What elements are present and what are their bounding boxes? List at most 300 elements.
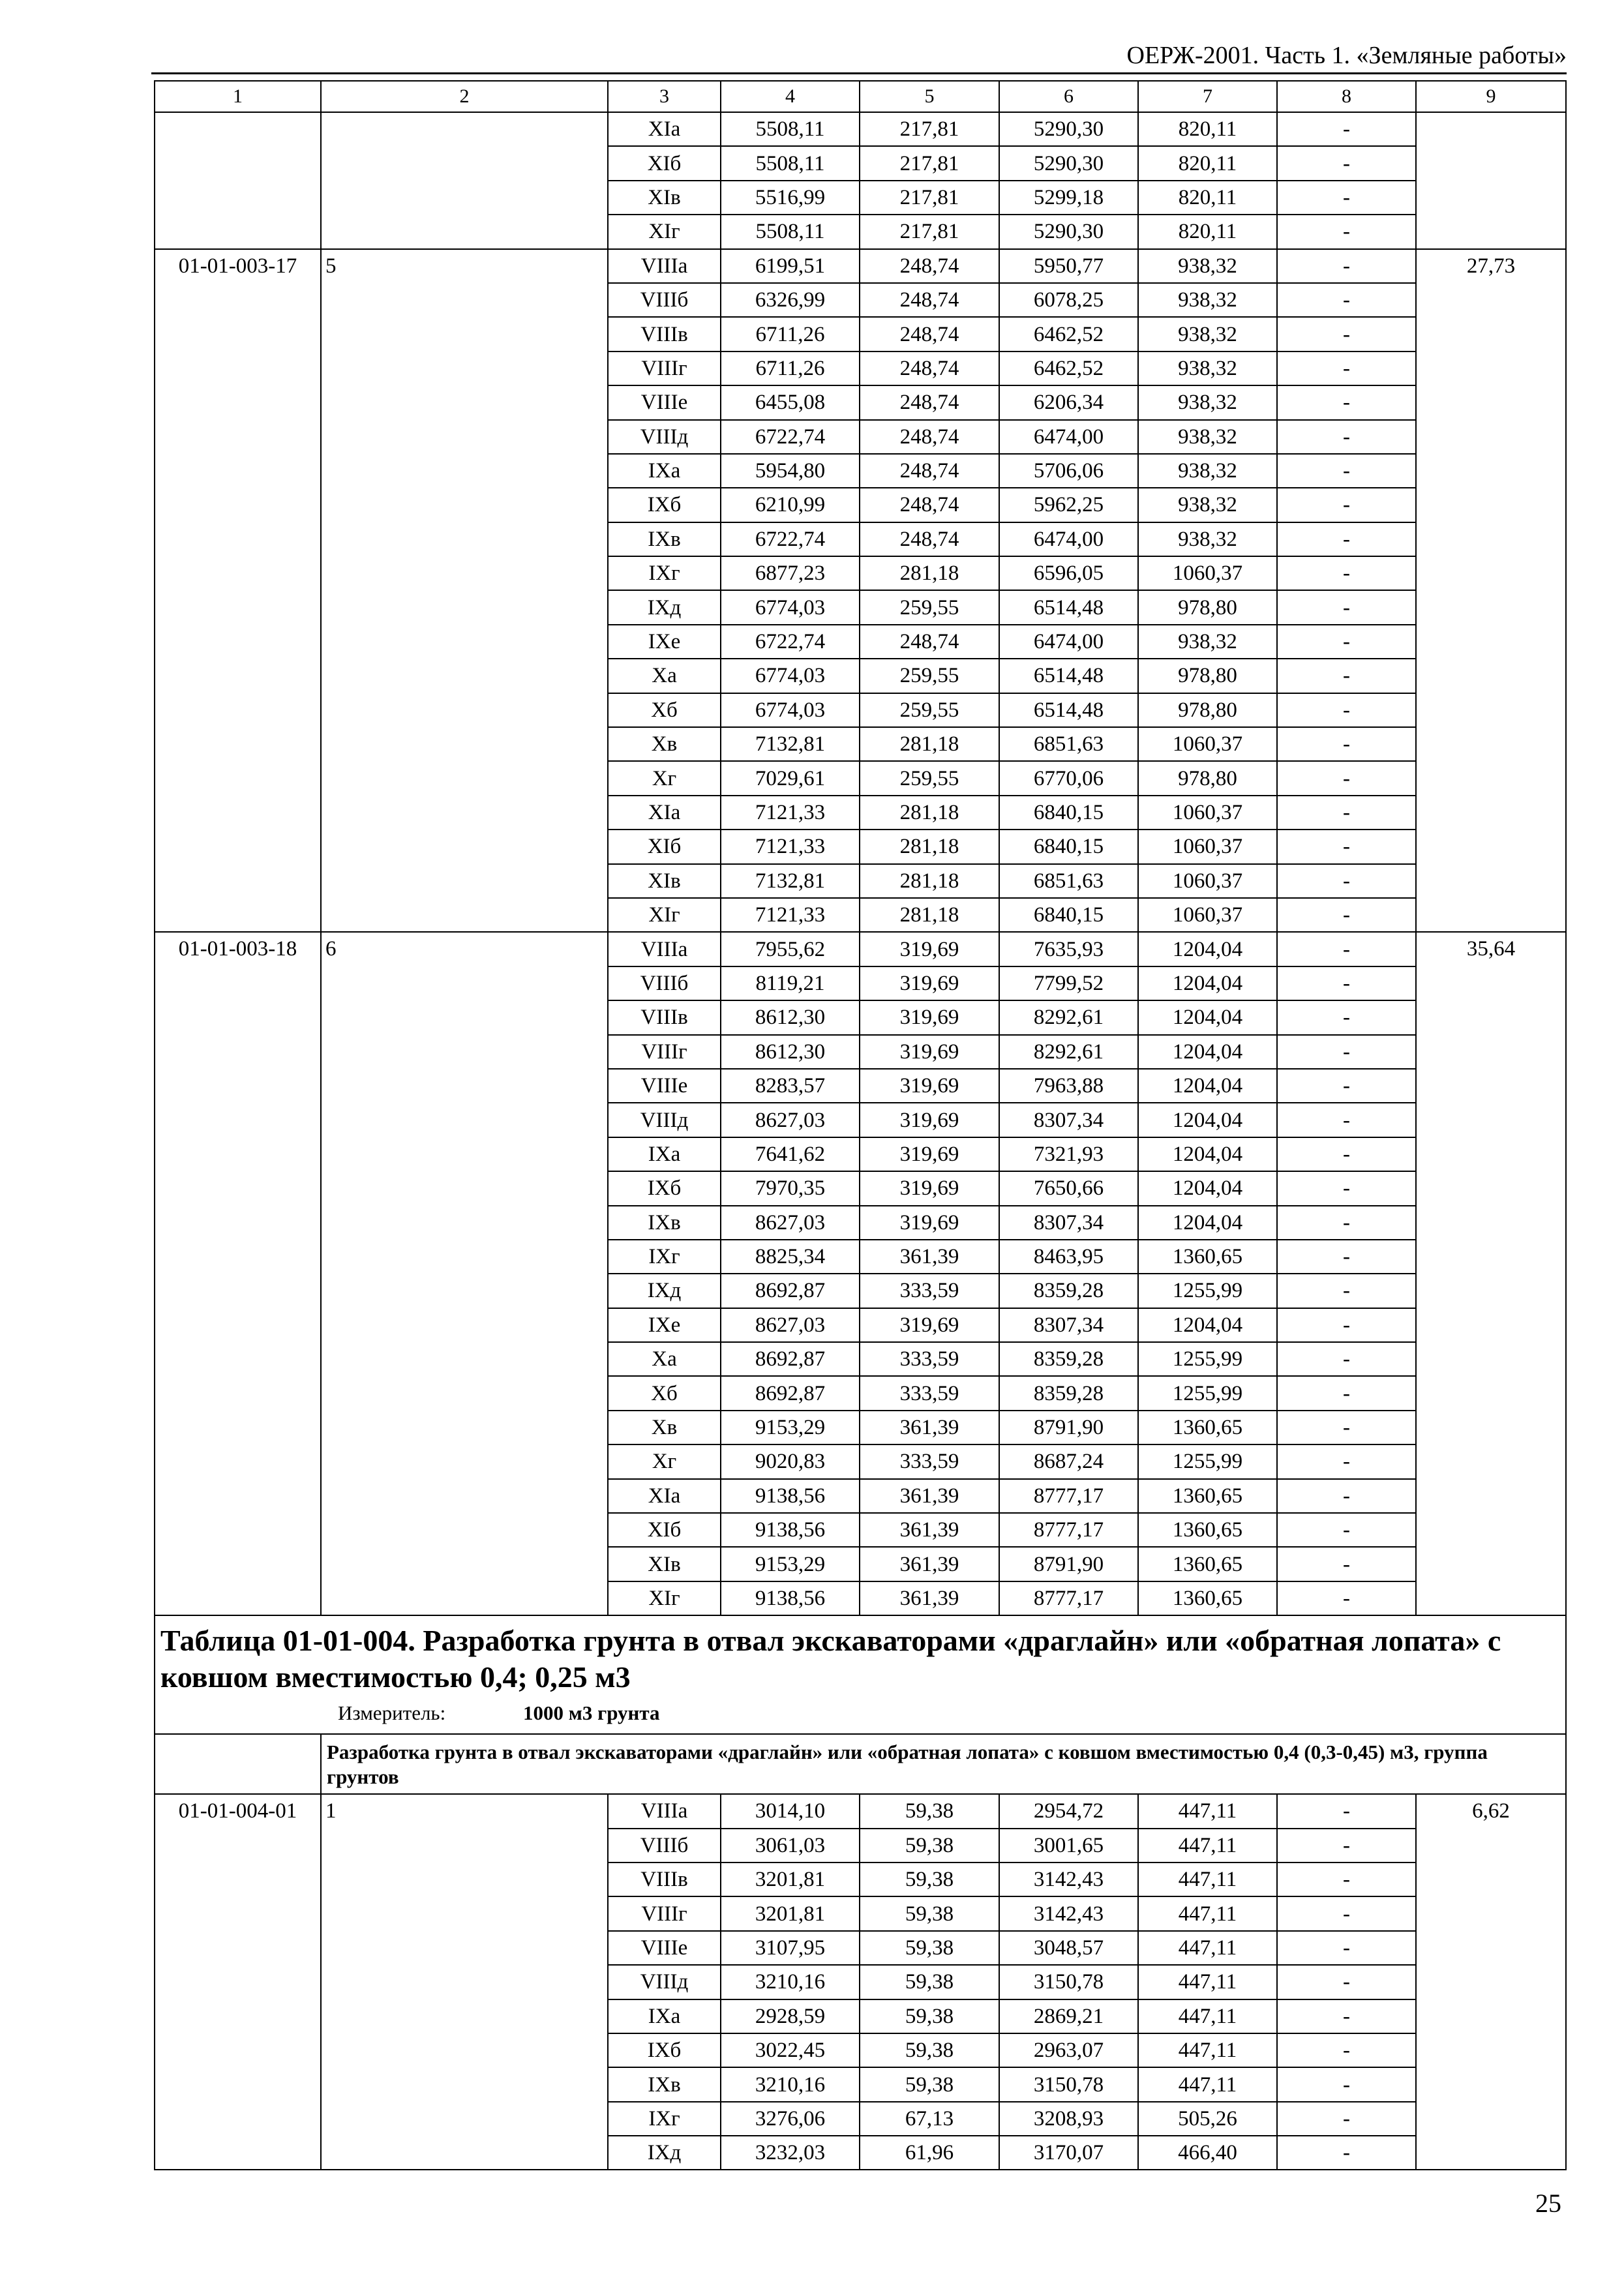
running-header: ОЕРЖ-2001. Часть 1. «Земляные работы»: [1126, 42, 1567, 69]
labor-hours-cell: 27,73: [1416, 249, 1566, 933]
materials-cell: -: [1277, 112, 1416, 146]
total-cost-cell: 5516,99: [721, 181, 860, 215]
total-cost-cell: 3210,16: [721, 1965, 860, 1999]
total-cost-cell: 8119,21: [721, 966, 860, 1000]
wages-cell: 361,39: [860, 1513, 999, 1547]
measure-label: Измеритель:: [338, 1701, 446, 1725]
machinist-wages-cell: 978,80: [1138, 590, 1277, 624]
total-cost-cell: 7132,81: [721, 864, 860, 898]
machines-cell: 8463,95: [999, 1240, 1138, 1274]
wages-cell: 59,38: [860, 2033, 999, 2067]
table-row: [155, 1794, 1566, 1828]
soil-group-cell: IXа: [608, 454, 721, 488]
wages-cell: 319,69: [860, 1103, 999, 1137]
soil-group-cell: VIIIв: [608, 1000, 721, 1034]
soil-group-cell: VIIIа: [608, 249, 721, 283]
wages-cell: 59,38: [860, 1999, 999, 2033]
table-row: [155, 932, 1566, 966]
wages-cell: 319,69: [860, 1137, 999, 1171]
rate-code-cell: 01-01-003-18: [155, 932, 321, 1615]
soil-group-cell: IXг: [608, 2102, 721, 2136]
soil-group-cell: IXе: [608, 1308, 721, 1342]
wages-cell: 319,69: [860, 966, 999, 1000]
total-cost-cell: 8692,87: [721, 1342, 860, 1376]
machinist-wages-cell: 938,32: [1138, 385, 1277, 419]
total-cost-cell: 9138,56: [721, 1479, 860, 1513]
machinist-wages-cell: 978,80: [1138, 761, 1277, 795]
materials-cell: -: [1277, 1137, 1416, 1171]
materials-cell: -: [1277, 1444, 1416, 1478]
soil-group-cell: XIа: [608, 112, 721, 146]
total-cost-cell: 9138,56: [721, 1581, 860, 1615]
wages-cell: 319,69: [860, 1308, 999, 1342]
materials-cell: -: [1277, 352, 1416, 385]
materials-cell: -: [1277, 1069, 1416, 1103]
machinist-wages-cell: 1360,65: [1138, 1581, 1277, 1615]
machinist-wages-cell: 1204,04: [1138, 1103, 1277, 1137]
machinist-wages-cell: 820,11: [1138, 181, 1277, 215]
total-cost-cell: 7970,35: [721, 1171, 860, 1205]
machinist-wages-cell: 978,80: [1138, 659, 1277, 693]
machinist-wages-cell: 1255,99: [1138, 1274, 1277, 1308]
wages-cell: 59,38: [860, 1965, 999, 1999]
column-number-cell: 2: [321, 81, 608, 112]
wages-cell: 319,69: [860, 932, 999, 966]
soil-group-cell: XIв: [608, 1547, 721, 1581]
total-cost-cell: 6711,26: [721, 352, 860, 385]
wages-cell: 259,55: [860, 693, 999, 727]
materials-cell: -: [1277, 796, 1416, 830]
wages-cell: 248,74: [860, 385, 999, 419]
soil-group-cell: VIIIд: [608, 1965, 721, 1999]
total-cost-cell: 3061,03: [721, 1829, 860, 1863]
materials-cell: -: [1277, 522, 1416, 556]
materials-cell: -: [1277, 1999, 1416, 2033]
machinist-wages-cell: 1360,65: [1138, 1411, 1277, 1444]
materials-cell: -: [1277, 1000, 1416, 1034]
total-cost-cell: 8627,03: [721, 1206, 860, 1240]
machinist-wages-cell: 1204,04: [1138, 1035, 1277, 1069]
wages-cell: 248,74: [860, 317, 999, 351]
total-cost-cell: 7121,33: [721, 796, 860, 830]
total-cost-cell: 3276,06: [721, 2102, 860, 2136]
materials-cell: -: [1277, 317, 1416, 351]
machines-cell: 8777,17: [999, 1479, 1138, 1513]
machines-cell: 7963,88: [999, 1069, 1138, 1103]
machinist-wages-cell: 505,26: [1138, 2102, 1277, 2136]
machines-cell: 3001,65: [999, 1829, 1138, 1863]
machinist-wages-cell: 938,32: [1138, 249, 1277, 283]
soil-group-cell: VIIIд: [608, 420, 721, 454]
soil-group-cell: IXг: [608, 1240, 721, 1274]
soil-group-cell: XIб: [608, 830, 721, 863]
total-cost-cell: 3232,03: [721, 2136, 860, 2170]
wages-cell: 281,18: [860, 898, 999, 932]
materials-cell: -: [1277, 1411, 1416, 1444]
machines-cell: 3048,57: [999, 1931, 1138, 1965]
wages-cell: 248,74: [860, 352, 999, 385]
wages-cell: 59,38: [860, 1863, 999, 1896]
soil-group-cell: XIб: [608, 146, 721, 180]
total-cost-cell: 8283,57: [721, 1069, 860, 1103]
soil-group-cell: IXд: [608, 1274, 721, 1308]
soil-group-cell: XIб: [608, 1513, 721, 1547]
wages-cell: 248,74: [860, 625, 999, 659]
materials-cell: -: [1277, 2102, 1416, 2136]
machines-cell: 8359,28: [999, 1274, 1138, 1308]
machines-cell: 8777,17: [999, 1581, 1138, 1615]
soil-group-cell: VIIIг: [608, 1035, 721, 1069]
materials-cell: -: [1277, 2033, 1416, 2067]
machines-cell: 6078,25: [999, 283, 1138, 317]
wages-cell: 281,18: [860, 556, 999, 590]
wages-cell: 59,38: [860, 1896, 999, 1930]
total-cost-cell: 6711,26: [721, 317, 860, 351]
machines-cell: 5950,77: [999, 249, 1138, 283]
soil-group-cell: Xа: [608, 1342, 721, 1376]
soil-group-cell: Xб: [608, 1376, 721, 1410]
materials-cell: -: [1277, 1547, 1416, 1581]
machines-cell: 8292,61: [999, 1000, 1138, 1034]
total-cost-cell: 9138,56: [721, 1513, 860, 1547]
soil-group-cell: VIIIб: [608, 966, 721, 1000]
materials-cell: -: [1277, 1479, 1416, 1513]
soil-group-cell: XIа: [608, 796, 721, 830]
soil-group-cell: Xа: [608, 659, 721, 693]
soil-group-cell: XIа: [608, 1479, 721, 1513]
soil-group-cell: VIIIб: [608, 283, 721, 317]
total-cost-cell: 3107,95: [721, 1931, 860, 1965]
materials-cell: -: [1277, 1863, 1416, 1896]
wages-cell: 361,39: [860, 1411, 999, 1444]
total-cost-cell: 7029,61: [721, 761, 860, 795]
total-cost-cell: 7121,33: [721, 898, 860, 932]
machines-cell: 3142,43: [999, 1896, 1138, 1930]
machines-cell: 3150,78: [999, 1965, 1138, 1999]
table-row: [155, 249, 1566, 283]
total-cost-cell: 8612,30: [721, 1035, 860, 1069]
machines-cell: 3150,78: [999, 2067, 1138, 2101]
column-number-row: [155, 81, 1566, 112]
soil-group-cell: Xв: [608, 1411, 721, 1444]
machinist-wages-cell: 938,32: [1138, 522, 1277, 556]
soil-category-cell: 6: [321, 932, 608, 1615]
materials-cell: -: [1277, 2067, 1416, 2101]
machines-cell: 6514,48: [999, 590, 1138, 624]
materials-cell: -: [1277, 1308, 1416, 1342]
materials-cell: -: [1277, 864, 1416, 898]
soil-group-cell: IXд: [608, 590, 721, 624]
machines-cell: 6474,00: [999, 625, 1138, 659]
materials-cell: -: [1277, 727, 1416, 761]
total-cost-cell: 8612,30: [721, 1000, 860, 1034]
machinist-wages-cell: 1060,37: [1138, 830, 1277, 863]
wages-cell: 217,81: [860, 112, 999, 146]
total-cost-cell: 3022,45: [721, 2033, 860, 2067]
soil-group-cell: IXб: [608, 1171, 721, 1205]
machines-cell: 5290,30: [999, 215, 1138, 248]
machines-cell: 8687,24: [999, 1444, 1138, 1478]
machinist-wages-cell: 1255,99: [1138, 1444, 1277, 1478]
wages-cell: 319,69: [860, 1206, 999, 1240]
machinist-wages-cell: 1060,37: [1138, 796, 1277, 830]
machinist-wages-cell: 1360,65: [1138, 1513, 1277, 1547]
machinist-wages-cell: 1255,99: [1138, 1342, 1277, 1376]
soil-group-cell: IXд: [608, 2136, 721, 2170]
materials-cell: -: [1277, 1965, 1416, 1999]
machinist-wages-cell: 1204,04: [1138, 1171, 1277, 1205]
machines-cell: 6851,63: [999, 864, 1138, 898]
machines-cell: 5962,25: [999, 488, 1138, 522]
wages-cell: 67,13: [860, 2102, 999, 2136]
wages-cell: 59,38: [860, 1794, 999, 1828]
header-rule: [151, 72, 1567, 74]
wages-cell: 259,55: [860, 659, 999, 693]
machines-cell: 8307,34: [999, 1103, 1138, 1137]
column-number-cell: 5: [860, 81, 999, 112]
machinist-wages-cell: 1360,65: [1138, 1240, 1277, 1274]
machinist-wages-cell: 447,11: [1138, 1896, 1277, 1930]
soil-group-cell: VIIIе: [608, 1069, 721, 1103]
wages-cell: 361,39: [860, 1581, 999, 1615]
soil-group-cell: XIг: [608, 898, 721, 932]
materials-cell: -: [1277, 2136, 1416, 2170]
total-cost-cell: 6877,23: [721, 556, 860, 590]
machines-cell: 6840,15: [999, 796, 1138, 830]
measure-line: [160, 1696, 1560, 1732]
total-cost-cell: 9020,83: [721, 1444, 860, 1478]
wages-cell: 217,81: [860, 181, 999, 215]
materials-cell: -: [1277, 1274, 1416, 1308]
materials-cell: -: [1277, 181, 1416, 215]
soil-group-cell: IXе: [608, 625, 721, 659]
soil-group-cell: VIIIа: [608, 1794, 721, 1828]
machines-cell: 5706,06: [999, 454, 1138, 488]
machines-cell: 7650,66: [999, 1171, 1138, 1205]
soil-category-cell: 5: [321, 249, 608, 933]
machinist-wages-cell: 447,11: [1138, 2067, 1277, 2101]
wages-cell: 259,55: [860, 590, 999, 624]
materials-cell: -: [1277, 932, 1416, 966]
materials-cell: -: [1277, 1206, 1416, 1240]
soil-group-cell: IXв: [608, 1206, 721, 1240]
subheading-row: [155, 1734, 1566, 1794]
machinist-wages-cell: 1204,04: [1138, 966, 1277, 1000]
wages-cell: 217,81: [860, 146, 999, 180]
machines-cell: 6206,34: [999, 385, 1138, 419]
table-title-cell: [155, 1615, 1566, 1734]
machinist-wages-cell: 447,11: [1138, 2033, 1277, 2067]
materials-cell: -: [1277, 146, 1416, 180]
wages-cell: 281,18: [860, 727, 999, 761]
wages-cell: 281,18: [860, 830, 999, 863]
machines-cell: 6770,06: [999, 761, 1138, 795]
total-cost-cell: 7641,62: [721, 1137, 860, 1171]
machinist-wages-cell: 978,80: [1138, 693, 1277, 727]
soil-group-cell: VIIIв: [608, 317, 721, 351]
soil-group-cell: IXа: [608, 1999, 721, 2033]
machinist-wages-cell: 938,32: [1138, 352, 1277, 385]
materials-cell: -: [1277, 625, 1416, 659]
soil-group-cell: VIIIв: [608, 1863, 721, 1896]
materials-cell: -: [1277, 1342, 1416, 1376]
machinist-wages-cell: 1060,37: [1138, 898, 1277, 932]
materials-cell: -: [1277, 1376, 1416, 1410]
materials-cell: -: [1277, 1103, 1416, 1137]
materials-cell: -: [1277, 215, 1416, 248]
column-number-cell: 6: [999, 81, 1138, 112]
materials-cell: -: [1277, 1829, 1416, 1863]
wages-cell: 248,74: [860, 454, 999, 488]
machines-cell: 6474,00: [999, 522, 1138, 556]
subheading-blank-cell: [155, 1734, 321, 1794]
column-number-cell: 9: [1416, 81, 1566, 112]
wages-cell: 217,81: [860, 215, 999, 248]
wages-cell: 248,74: [860, 420, 999, 454]
machinist-wages-cell: 1360,65: [1138, 1547, 1277, 1581]
machinist-wages-cell: 1060,37: [1138, 864, 1277, 898]
wages-cell: 59,38: [860, 1829, 999, 1863]
materials-cell: -: [1277, 1035, 1416, 1069]
total-cost-cell: 2928,59: [721, 1999, 860, 2033]
soil-group-cell: Xб: [608, 693, 721, 727]
wages-cell: 248,74: [860, 249, 999, 283]
wages-cell: 61,96: [860, 2136, 999, 2170]
machines-cell: 2869,21: [999, 1999, 1138, 2033]
wages-cell: 333,59: [860, 1274, 999, 1308]
soil-group-cell: IXа: [608, 1137, 721, 1171]
table-title: Таблица 01-01-004. Разработка грунта в отвал экскаваторами «драглайн» или «обратная лопата» с ковшом вместимостью 0,4; 0,25 м3: [160, 1624, 1501, 1694]
measure-value: 1000 м3 грунта: [523, 1701, 660, 1725]
machines-cell: 5299,18: [999, 181, 1138, 215]
machines-cell: 8359,28: [999, 1342, 1138, 1376]
total-cost-cell: 6774,03: [721, 590, 860, 624]
machinist-wages-cell: 447,11: [1138, 1829, 1277, 1863]
machines-cell: 6462,52: [999, 317, 1138, 351]
machines-cell: 3208,93: [999, 2102, 1138, 2136]
machines-cell: 6462,52: [999, 352, 1138, 385]
materials-cell: -: [1277, 590, 1416, 624]
soil-group-cell: Xг: [608, 1444, 721, 1478]
soil-group-cell: IXб: [608, 488, 721, 522]
soil-group-cell: Xг: [608, 761, 721, 795]
total-cost-cell: 6210,99: [721, 488, 860, 522]
machinist-wages-cell: 938,32: [1138, 283, 1277, 317]
wages-cell: 248,74: [860, 283, 999, 317]
column-number-cell: 3: [608, 81, 721, 112]
materials-cell: -: [1277, 830, 1416, 863]
wages-cell: 333,59: [860, 1376, 999, 1410]
machinist-wages-cell: 820,11: [1138, 215, 1277, 248]
soil-group-cell: IXб: [608, 2033, 721, 2067]
total-cost-cell: 3210,16: [721, 2067, 860, 2101]
labor-hours-cell: [1416, 112, 1566, 249]
machinist-wages-cell: 938,32: [1138, 420, 1277, 454]
machines-cell: 6840,15: [999, 898, 1138, 932]
machines-cell: 2963,07: [999, 2033, 1138, 2067]
wages-cell: 333,59: [860, 1342, 999, 1376]
total-cost-cell: 9153,29: [721, 1411, 860, 1444]
materials-cell: -: [1277, 283, 1416, 317]
machinist-wages-cell: 938,32: [1138, 488, 1277, 522]
wages-cell: 59,38: [860, 2067, 999, 2101]
machines-cell: 3142,43: [999, 1863, 1138, 1896]
machinist-wages-cell: 820,11: [1138, 146, 1277, 180]
soil-group-cell: VIIIа: [608, 932, 721, 966]
total-cost-cell: 5954,80: [721, 454, 860, 488]
total-cost-cell: 7132,81: [721, 727, 860, 761]
total-cost-cell: 6774,03: [721, 693, 860, 727]
rate-code-cell: 01-01-003-17: [155, 249, 321, 933]
machines-cell: 6840,15: [999, 830, 1138, 863]
wages-cell: 361,39: [860, 1547, 999, 1581]
total-cost-cell: 6722,74: [721, 420, 860, 454]
wages-cell: 319,69: [860, 1069, 999, 1103]
materials-cell: -: [1277, 488, 1416, 522]
total-cost-cell: 3201,81: [721, 1863, 860, 1896]
machinist-wages-cell: 1204,04: [1138, 1206, 1277, 1240]
materials-cell: -: [1277, 966, 1416, 1000]
wages-cell: 281,18: [860, 796, 999, 830]
wages-cell: 361,39: [860, 1479, 999, 1513]
machines-cell: 6596,05: [999, 556, 1138, 590]
machines-cell: 5290,30: [999, 146, 1138, 180]
subheading-cell: Разработка грунта в отвал экскаваторами «драглайн» или «обратная лопата» с ковшом вместимостью 0,4 (0,3-0,45) м3, группа грунтов: [321, 1734, 1566, 1794]
rates-table: [154, 80, 1567, 2170]
soil-category-cell: [321, 112, 608, 249]
total-cost-cell: 6199,51: [721, 249, 860, 283]
machinist-wages-cell: 447,11: [1138, 1965, 1277, 1999]
wages-cell: 59,38: [860, 1931, 999, 1965]
page-number: 25: [1535, 2189, 1561, 2218]
materials-cell: -: [1277, 1513, 1416, 1547]
total-cost-cell: 5508,11: [721, 112, 860, 146]
machines-cell: 6851,63: [999, 727, 1138, 761]
machinist-wages-cell: 938,32: [1138, 625, 1277, 659]
wages-cell: 248,74: [860, 488, 999, 522]
labor-hours-cell: 35,64: [1416, 932, 1566, 1615]
total-cost-cell: 8692,87: [721, 1274, 860, 1308]
soil-group-cell: VIIIе: [608, 1931, 721, 1965]
machinist-wages-cell: 447,11: [1138, 1931, 1277, 1965]
machines-cell: 6514,48: [999, 659, 1138, 693]
machines-cell: 7799,52: [999, 966, 1138, 1000]
machinist-wages-cell: 1204,04: [1138, 1000, 1277, 1034]
machinist-wages-cell: 1204,04: [1138, 932, 1277, 966]
materials-cell: -: [1277, 420, 1416, 454]
rate-code-cell: [155, 112, 321, 249]
machinist-wages-cell: 1204,04: [1138, 1137, 1277, 1171]
column-number-cell: 1: [155, 81, 321, 112]
column-number-cell: 4: [721, 81, 860, 112]
machines-cell: 5290,30: [999, 112, 1138, 146]
materials-cell: -: [1277, 249, 1416, 283]
machines-cell: 2954,72: [999, 1794, 1138, 1828]
total-cost-cell: 6722,74: [721, 625, 860, 659]
soil-group-cell: XIв: [608, 864, 721, 898]
machines-cell: 8791,90: [999, 1547, 1138, 1581]
machinist-wages-cell: 447,11: [1138, 1999, 1277, 2033]
materials-cell: -: [1277, 1931, 1416, 1965]
machinist-wages-cell: 1204,04: [1138, 1308, 1277, 1342]
materials-cell: -: [1277, 693, 1416, 727]
total-cost-cell: 6722,74: [721, 522, 860, 556]
soil-group-cell: VIIIд: [608, 1103, 721, 1137]
machines-cell: 8307,34: [999, 1308, 1138, 1342]
machinist-wages-cell: 1060,37: [1138, 727, 1277, 761]
total-cost-cell: 5508,11: [721, 215, 860, 248]
wages-cell: 319,69: [860, 1171, 999, 1205]
